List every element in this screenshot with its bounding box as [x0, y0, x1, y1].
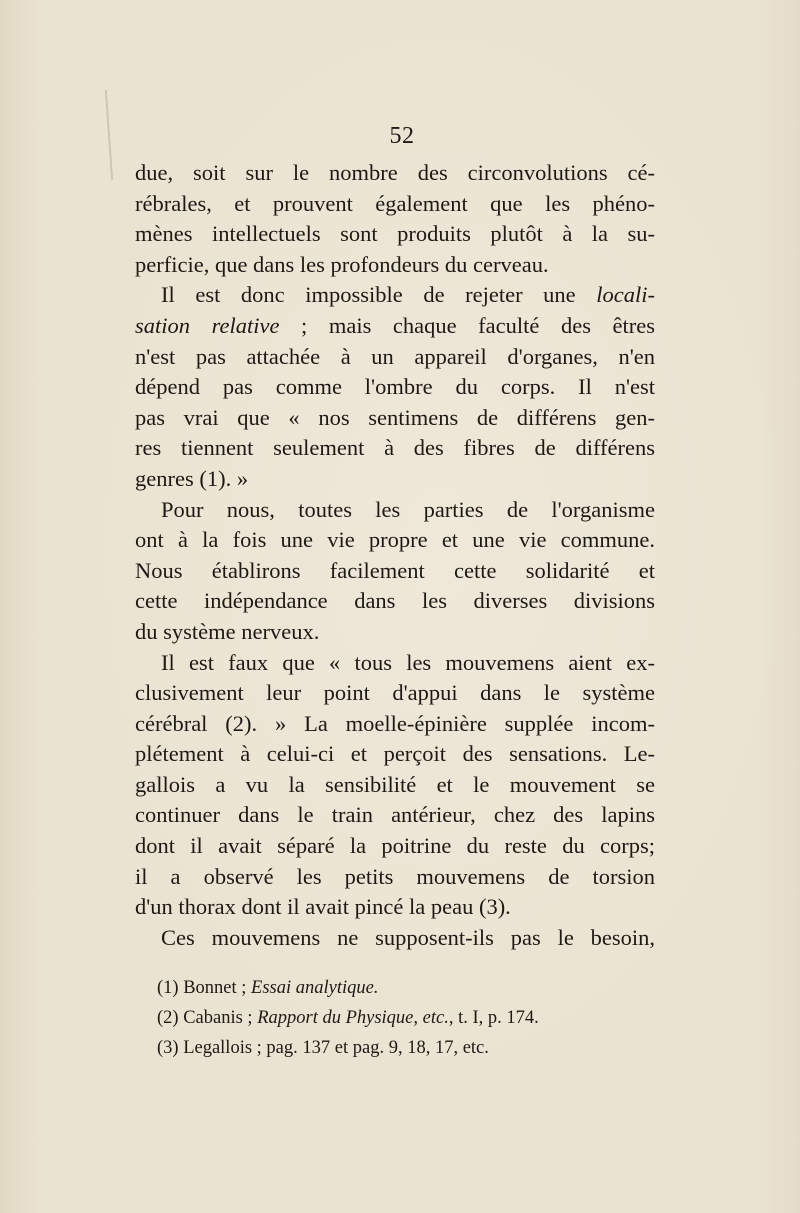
text-segment: Pour nous, toutes les parties de l'organisme — [161, 496, 655, 522]
text-segment: (3) Legallois ; pag. 137 et pag. 9, 18, 17, etc. — [157, 1038, 489, 1059]
body-text — [135, 158, 655, 1063]
text-segment: (1) Bonnet ; — [157, 978, 252, 999]
text-segment: (2) Cabanis ; — [157, 1008, 258, 1029]
footnotes — [135, 973, 655, 1063]
text-segment: genres (1). » — [135, 465, 249, 491]
text-segment: ; mais chaque faculté des êtres — [279, 312, 655, 338]
text-line — [135, 678, 655, 709]
text-segment: due, soit sur le nombre des circonvolutions cé- — [135, 160, 655, 185]
text-segment: cette indépendance dans les diverses divisions — [135, 588, 655, 614]
text-line — [135, 495, 655, 526]
text-segment: res tiennent seulement à des fibres de différens — [135, 435, 655, 461]
text-segment: rébrales, et prouvent également que les phéno- — [135, 190, 655, 216]
text-segment: du système nerveux. — [135, 618, 320, 644]
text-line — [135, 433, 655, 464]
text-segment: continuer dans le train antérieur, chez des lapins — [135, 802, 655, 828]
text-line — [135, 219, 655, 250]
page-number: 52 — [389, 123, 415, 149]
text-line — [135, 709, 655, 740]
text-segment: Il est faux que « tous les mouvemens aient ex- — [161, 649, 655, 675]
text-line — [135, 250, 655, 281]
text-segment: ont à la fois une vie propre et une vie commune. — [135, 527, 655, 553]
footnote-gap — [135, 953, 655, 973]
text-line — [135, 800, 655, 831]
text-line — [135, 739, 655, 770]
text-line — [135, 923, 655, 954]
text-line — [135, 158, 655, 189]
text-segment: , t. I, p. 174. — [448, 1008, 539, 1029]
text-segment: Il est donc impossible de rejeter une — [161, 282, 597, 308]
text-segment: Ces mouvemens ne supposent-ils pas le besoin, — [161, 924, 655, 950]
text-segment: n'est pas attachée à un appareil d'organes, n'en — [135, 343, 655, 369]
text-line — [135, 892, 655, 923]
text-segment: dont il avait séparé la poitrine du reste du corps; — [135, 833, 655, 859]
italic-text: Essai analytique. — [251, 978, 379, 999]
text-line — [135, 831, 655, 862]
text-segment: Nous établirons facilement cette solidarité et — [135, 557, 655, 583]
footnote — [135, 1003, 655, 1033]
text-line — [135, 403, 655, 434]
text-line — [135, 648, 655, 679]
text-line — [135, 586, 655, 617]
text-segment: mènes intellectuels sont produits plutôt à la su- — [135, 221, 655, 247]
text-lines — [135, 158, 655, 953]
text-line — [135, 311, 655, 342]
text-line — [135, 280, 655, 311]
footnote — [135, 1033, 655, 1063]
text-segment: pas vrai que « nos sentimens de différens gen- — [135, 404, 655, 430]
text-line — [135, 464, 655, 495]
text-line — [135, 342, 655, 373]
text-segment: clusivement leur point d'appui dans le système — [135, 680, 655, 706]
footnote — [135, 973, 655, 1003]
text-segment: dépend pas comme l'ombre du corps. Il n'est — [135, 374, 655, 400]
italic-text: locali- — [596, 282, 655, 308]
italic-text: sation relative — [135, 312, 280, 338]
text-line — [135, 617, 655, 648]
text-line — [135, 770, 655, 801]
text-line — [135, 189, 655, 220]
text-line — [135, 372, 655, 403]
text-segment: il a observé les petits mouvemens de torsion — [135, 863, 655, 889]
text-line — [135, 556, 655, 587]
text-line — [135, 862, 655, 893]
text-line — [135, 525, 655, 556]
text-segment: plétement à celui-ci et perçoit des sensations. Le- — [135, 741, 655, 767]
italic-text: Rapport du Physique, etc. — [257, 1008, 449, 1029]
text-segment: d'un thorax dont il avait pincé la peau (3). — [135, 894, 511, 920]
text-segment: perficie, que dans les profondeurs du cerveau. — [135, 251, 549, 277]
text-segment: gallois a vu la sensibilité et le mouvement se — [135, 771, 655, 797]
text-segment: cérébral (2). » La moelle-épinière supplée incom- — [135, 710, 655, 736]
